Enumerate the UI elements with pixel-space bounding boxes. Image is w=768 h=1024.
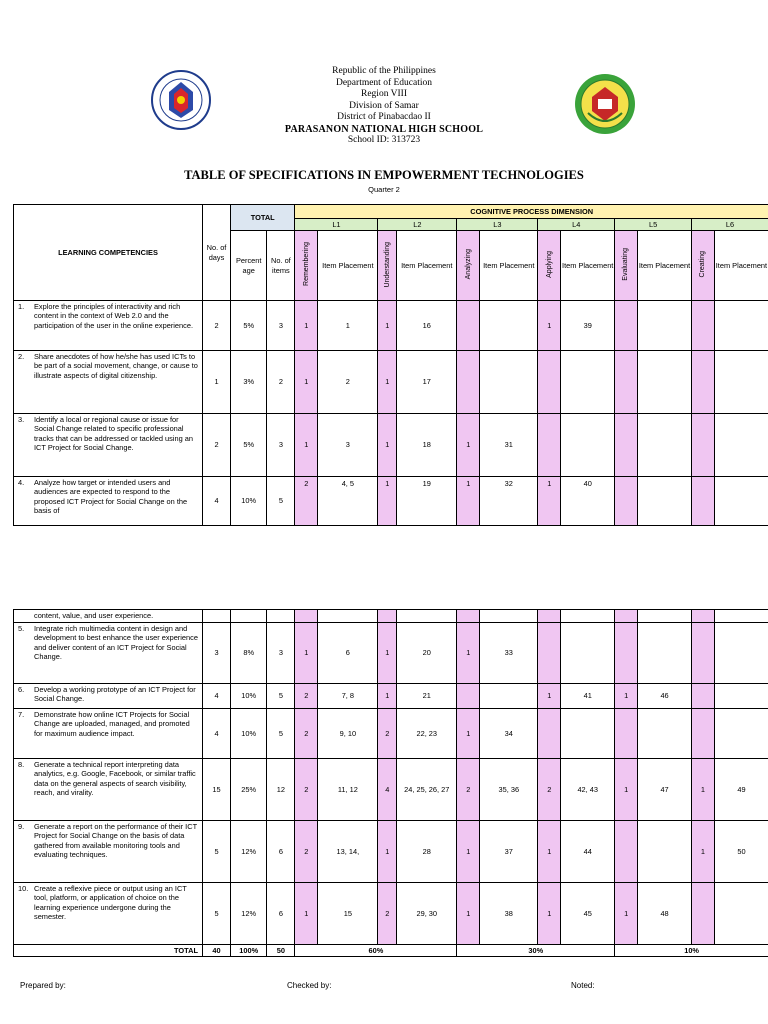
dimension-header: Creating xyxy=(692,231,715,301)
dimension-header: Analyzing xyxy=(457,231,480,301)
item-placement-cell xyxy=(714,351,768,414)
item-count-cell xyxy=(692,684,715,709)
item-placement-cell: 16 xyxy=(397,301,457,351)
item-placement-cell: 33 xyxy=(480,623,538,684)
item-placement-cell: 39 xyxy=(561,301,615,351)
total-percentage: 100% xyxy=(231,945,267,957)
percentage-cell: 3% xyxy=(231,351,267,414)
item-placement-cell: 31 xyxy=(480,414,538,477)
competency-text: Integrate rich multimedia content in design and development to best enhance the user experience and deliver content of an ICT Project for Social Change. xyxy=(34,624,198,662)
item-count-cell xyxy=(615,821,638,883)
item-placement-header: Item Placement xyxy=(480,231,538,301)
table-row xyxy=(14,477,768,526)
percentage-cell: 10% xyxy=(231,684,267,709)
total-row xyxy=(14,945,768,957)
item-placement-cell xyxy=(714,414,768,477)
level-header: L4 xyxy=(538,219,615,231)
item-placement-cell xyxy=(714,684,768,709)
item-placement-cell: 9, 10 xyxy=(318,709,378,759)
competency-number: 4. xyxy=(18,478,25,487)
item-placement-cell xyxy=(561,351,615,414)
competency-cell xyxy=(14,623,203,684)
item-placement-cell: 45 xyxy=(561,883,615,945)
competency-text: Generate a report on the performance of their ICT Project for Social Change on the basis of data gathered from available monitoring tools and evaluating techniques. xyxy=(34,822,197,860)
item-placement-header: Item Placement xyxy=(561,231,615,301)
item-placement-cell: 35, 36 xyxy=(480,759,538,821)
total-header: TOTAL xyxy=(231,205,295,231)
competency-number xyxy=(18,611,34,620)
table-row xyxy=(14,883,768,945)
item-count-cell: 2 xyxy=(538,759,561,821)
item-placement-cell xyxy=(638,301,692,351)
item-placement-cell xyxy=(714,610,768,623)
item-placement-cell xyxy=(561,623,615,684)
competency-number: 8. xyxy=(18,760,25,769)
item-placement-cell xyxy=(638,351,692,414)
item-count-cell xyxy=(692,414,715,477)
days-cell xyxy=(203,610,231,623)
item-count-cell: 1 xyxy=(538,477,561,526)
item-count-cell: 1 xyxy=(378,414,397,477)
cognitive-dimension-header: COGNITIVE PROCESS DIMENSION xyxy=(295,205,768,219)
competency-text: Analyze how target or intended users and audiences are expected to respond to the proposed ICT Project for Social Change on the basis of xyxy=(34,478,188,516)
item-count-cell xyxy=(615,709,638,759)
competency-text: Create a reflexive piece or output using an ICT tool, platform, or application of choice on the learning experience undergone during the semester. xyxy=(34,884,187,922)
item-placement-cell xyxy=(561,610,615,623)
item-count-cell: 2 xyxy=(295,477,318,526)
item-count-cell xyxy=(615,610,638,623)
item-count-cell xyxy=(457,351,480,414)
item-count-cell: 1 xyxy=(378,351,397,414)
item-count-cell xyxy=(457,301,480,351)
competency-cell xyxy=(14,759,203,821)
item-placement-cell xyxy=(397,610,457,623)
item-count-cell: 2 xyxy=(295,684,318,709)
item-count-cell xyxy=(615,351,638,414)
days-cell: 1 xyxy=(202,351,230,414)
item-count-cell: 1 xyxy=(457,883,480,945)
percentage-cell: 12% xyxy=(231,883,267,945)
item-count-cell xyxy=(538,351,561,414)
item-count-cell: 1 xyxy=(295,351,318,414)
competency-cell xyxy=(14,477,203,526)
item-placement-cell: 38 xyxy=(480,883,538,945)
item-placement-cell: 29, 30 xyxy=(397,883,457,945)
item-placement-cell: 28 xyxy=(397,821,457,883)
competency-number: 7. xyxy=(18,710,25,719)
competency-cell xyxy=(14,709,203,759)
competency-number: 5. xyxy=(18,624,25,633)
item-placement-cell: 4, 5 xyxy=(318,477,378,526)
table-row xyxy=(14,414,768,477)
item-count-cell xyxy=(615,623,638,684)
specifications-table-part2 xyxy=(13,609,768,957)
items-cell: 5 xyxy=(267,684,295,709)
item-placement-header: Item Placement xyxy=(397,231,457,301)
competency-text: Share anecdotes of how he/she has used ICTs to be part of a social movement, change, or cause to illustrate aspects of digital citizenship. xyxy=(34,352,198,380)
item-placement-cell: 47 xyxy=(638,759,692,821)
items-cell: 2 xyxy=(267,351,295,414)
page-title: TABLE OF SPECIFICATIONS IN EMPOWERMENT TECHNOLOGIES xyxy=(184,168,584,182)
mots-percentage: 30% xyxy=(457,945,615,957)
competency-text: Develop a working prototype of an ICT Project for Social Change. xyxy=(34,685,196,704)
days-cell: 2 xyxy=(202,301,230,351)
item-count-cell: 2 xyxy=(295,759,318,821)
items-cell: 6 xyxy=(267,883,295,945)
item-placement-cell: 22, 23 xyxy=(397,709,457,759)
item-count-cell: 1 xyxy=(615,684,638,709)
table-row xyxy=(14,301,768,351)
days-cell: 5 xyxy=(203,883,231,945)
item-count-cell xyxy=(295,610,318,623)
item-count-cell: 1 xyxy=(615,759,638,821)
days-cell: 3 xyxy=(203,623,231,684)
item-count-cell xyxy=(538,623,561,684)
item-placement-cell xyxy=(638,610,692,623)
item-count-cell: 1 xyxy=(457,709,480,759)
item-count-cell xyxy=(692,623,715,684)
item-placement-cell xyxy=(714,477,768,526)
competency-text: content, value, and user experience. xyxy=(34,611,154,620)
percentage-cell: 25% xyxy=(231,759,267,821)
days-cell: 15 xyxy=(203,759,231,821)
item-count-cell: 1 xyxy=(295,414,318,477)
competency-cell xyxy=(14,301,203,351)
item-placement-cell xyxy=(561,414,615,477)
hots-percentage: 10% xyxy=(615,945,768,957)
competency-cell xyxy=(14,684,203,709)
item-count-cell: 1 xyxy=(295,301,318,351)
level-header: L2 xyxy=(378,219,457,231)
percentage-cell: 10% xyxy=(231,477,267,526)
percentage-cell: 8% xyxy=(231,623,267,684)
competency-cell xyxy=(14,351,203,414)
header-line: Republic of the Philippines xyxy=(332,66,436,76)
item-count-cell: 1 xyxy=(378,623,397,684)
table-row xyxy=(14,351,768,414)
competency-text: Explore the principles of interactivity and rich content in the context of Web 2.0 and the participation of the user in the online experience. xyxy=(34,302,193,330)
item-placement-cell: 50 xyxy=(714,821,768,883)
header-line: Division of Samar xyxy=(349,100,419,111)
percentage-cell xyxy=(231,610,267,623)
dimension-header: Applying xyxy=(538,231,561,301)
competency-number: 2. xyxy=(18,352,25,361)
item-placement-cell: 32 xyxy=(480,477,538,526)
item-count-cell: 1 xyxy=(538,301,561,351)
item-count-cell xyxy=(457,610,480,623)
item-count-cell: 4 xyxy=(378,759,397,821)
item-count-cell: 1 xyxy=(378,477,397,526)
item-placement-cell xyxy=(480,684,538,709)
table-row xyxy=(14,709,768,759)
item-count-cell: 1 xyxy=(457,821,480,883)
item-count-cell: 1 xyxy=(378,684,397,709)
table-row xyxy=(14,684,768,709)
item-placement-cell: 6 xyxy=(318,623,378,684)
item-placement-cell xyxy=(638,414,692,477)
item-count-cell: 1 xyxy=(378,821,397,883)
competency-text: Identify a local or regional cause or issue for Social Change related to specific professional tracks that can be addressed or tackled using an ICT Project for Social Change. xyxy=(34,415,193,453)
days-cell: 2 xyxy=(202,414,230,477)
school-id: School ID: 313723 xyxy=(347,135,421,145)
competency-text: Demonstrate how online ICT Projects for Social Change are uploaded, managed, and promoted for maximum audience impact. xyxy=(34,710,190,738)
item-placement-cell xyxy=(561,709,615,759)
item-count-cell: 1 xyxy=(295,623,318,684)
item-count-cell: 1 xyxy=(538,821,561,883)
item-placement-cell: 15 xyxy=(318,883,378,945)
item-placement-header: Item Placement xyxy=(638,231,692,301)
item-placement-header: Item Placement xyxy=(714,231,768,301)
total-label: TOTAL xyxy=(14,945,203,957)
item-placement-cell: 2 xyxy=(318,351,378,414)
dimension-header: Evaluating xyxy=(615,231,638,301)
item-count-cell: 1 xyxy=(295,883,318,945)
item-placement-cell xyxy=(714,883,768,945)
item-count-cell xyxy=(692,351,715,414)
item-placement-cell: 17 xyxy=(397,351,457,414)
item-count-cell xyxy=(692,883,715,945)
table-row xyxy=(14,759,768,821)
competency-text: Generate a technical report interpreting data analytics, e.g. Google, Facebook, or similar traffic data on the general aspects of search visibility, reach, and virality. xyxy=(34,760,196,798)
item-count-cell xyxy=(538,414,561,477)
dimension-header: Understanding xyxy=(378,231,397,301)
dimension-header: Remembering xyxy=(295,231,318,301)
checked-by-label: Checked by: xyxy=(287,981,332,990)
item-placement-cell: 19 xyxy=(397,477,457,526)
item-placement-cell: 20 xyxy=(397,623,457,684)
no-of-days-header: No. of days xyxy=(202,205,230,301)
days-cell: 4 xyxy=(203,684,231,709)
percentage-cell: 5% xyxy=(231,301,267,351)
items-cell: 12 xyxy=(267,759,295,821)
item-count-cell xyxy=(538,709,561,759)
item-count-cell xyxy=(615,477,638,526)
percentage-cell: 5% xyxy=(231,414,267,477)
item-placement-cell: 34 xyxy=(480,709,538,759)
competency-number: 6. xyxy=(18,685,25,694)
header-line: District of Pinabacdao II xyxy=(337,112,431,122)
item-placement-cell xyxy=(638,821,692,883)
item-count-cell xyxy=(538,610,561,623)
item-placement-cell xyxy=(638,477,692,526)
school-name: PARASANON NATIONAL HIGH SCHOOL xyxy=(284,123,484,135)
items-cell xyxy=(267,610,295,623)
item-count-cell xyxy=(692,709,715,759)
item-count-cell: 1 xyxy=(378,301,397,351)
item-count-cell xyxy=(457,684,480,709)
item-placement-cell xyxy=(318,610,378,623)
items-cell: 3 xyxy=(267,623,295,684)
item-placement-cell xyxy=(480,351,538,414)
item-count-cell xyxy=(692,610,715,623)
days-cell: 4 xyxy=(203,709,231,759)
item-placement-cell: 11, 12 xyxy=(318,759,378,821)
item-count-cell: 2 xyxy=(295,821,318,883)
item-placement-cell: 40 xyxy=(561,477,615,526)
item-placement-cell: 18 xyxy=(397,414,457,477)
header-line: Region VIII xyxy=(361,89,407,99)
item-placement-cell: 48 xyxy=(638,883,692,945)
item-placement-cell: 1 xyxy=(318,301,378,351)
competency-cell xyxy=(14,821,203,883)
item-count-cell: 1 xyxy=(692,759,715,821)
prepared-by-label: Prepared by: xyxy=(20,981,66,990)
days-cell: 4 xyxy=(202,477,230,526)
days-cell: 5 xyxy=(203,821,231,883)
item-placement-cell: 37 xyxy=(480,821,538,883)
competency-number: 3. xyxy=(18,415,25,424)
item-count-cell xyxy=(378,610,397,623)
item-count-cell: 1 xyxy=(457,477,480,526)
competency-cell xyxy=(14,883,203,945)
percentage-header: Percent age xyxy=(231,231,267,301)
percentage-cell: 10% xyxy=(231,709,267,759)
item-placement-cell: 41 xyxy=(561,684,615,709)
learning-competencies-header: LEARNING COMPETENCIES xyxy=(14,205,203,301)
total-items: 50 xyxy=(267,945,295,957)
item-count-cell xyxy=(615,414,638,477)
total-days: 40 xyxy=(203,945,231,957)
competency-cell xyxy=(14,610,203,623)
item-placement-cell xyxy=(480,610,538,623)
item-placement-cell: 21 xyxy=(397,684,457,709)
item-placement-cell xyxy=(480,301,538,351)
item-placement-cell: 7, 8 xyxy=(318,684,378,709)
item-placement-cell: 3 xyxy=(318,414,378,477)
item-count-cell: 2 xyxy=(378,709,397,759)
page-subtitle: Quarter 2 xyxy=(368,185,400,194)
item-count-cell: 1 xyxy=(538,684,561,709)
table-row xyxy=(14,821,768,883)
header-line: Department of Education xyxy=(335,77,433,88)
item-placement-cell xyxy=(714,709,768,759)
item-placement-header: Item Placement xyxy=(318,231,378,301)
item-count-cell: 2 xyxy=(295,709,318,759)
item-placement-cell: 46 xyxy=(638,684,692,709)
items-cell: 6 xyxy=(267,821,295,883)
items-cell: 5 xyxy=(267,477,295,526)
item-placement-cell xyxy=(714,301,768,351)
item-count-cell xyxy=(615,301,638,351)
specifications-table-part1 xyxy=(13,204,768,526)
item-placement-cell: 44 xyxy=(561,821,615,883)
letterhead xyxy=(0,66,768,147)
competency-cell xyxy=(14,414,203,477)
items-cell: 3 xyxy=(267,414,295,477)
table-row xyxy=(14,623,768,684)
level-header: L1 xyxy=(295,219,378,231)
item-placement-cell xyxy=(638,623,692,684)
header-row xyxy=(14,205,768,219)
item-count-cell: 1 xyxy=(615,883,638,945)
competency-number: 10. xyxy=(18,884,29,893)
lots-percentage: 60% xyxy=(295,945,457,957)
item-placement-cell: 24, 25, 26, 27 xyxy=(397,759,457,821)
item-count-cell: 2 xyxy=(378,883,397,945)
competency-number: 9. xyxy=(18,822,25,831)
items-cell: 5 xyxy=(267,709,295,759)
item-count-cell xyxy=(692,477,715,526)
level-header: L5 xyxy=(615,219,692,231)
item-count-cell: 2 xyxy=(457,759,480,821)
item-count-cell: 1 xyxy=(457,414,480,477)
item-placement-cell: 42, 43 xyxy=(561,759,615,821)
item-count-cell: 1 xyxy=(457,623,480,684)
noted-label: Noted: xyxy=(571,981,595,990)
item-placement-cell: 49 xyxy=(714,759,768,821)
competency-number: 1. xyxy=(18,302,25,311)
item-count-cell: 1 xyxy=(538,883,561,945)
level-header: L3 xyxy=(457,219,538,231)
item-placement-cell xyxy=(638,709,692,759)
no-of-items-header: No. of items xyxy=(267,231,295,301)
item-placement-cell: 13, 14, xyxy=(318,821,378,883)
level-header: L6 xyxy=(692,219,768,231)
item-placement-cell xyxy=(714,623,768,684)
item-count-cell: 1 xyxy=(692,821,715,883)
items-cell: 3 xyxy=(267,301,295,351)
table-row xyxy=(14,610,768,623)
percentage-cell: 12% xyxy=(231,821,267,883)
item-count-cell xyxy=(692,301,715,351)
